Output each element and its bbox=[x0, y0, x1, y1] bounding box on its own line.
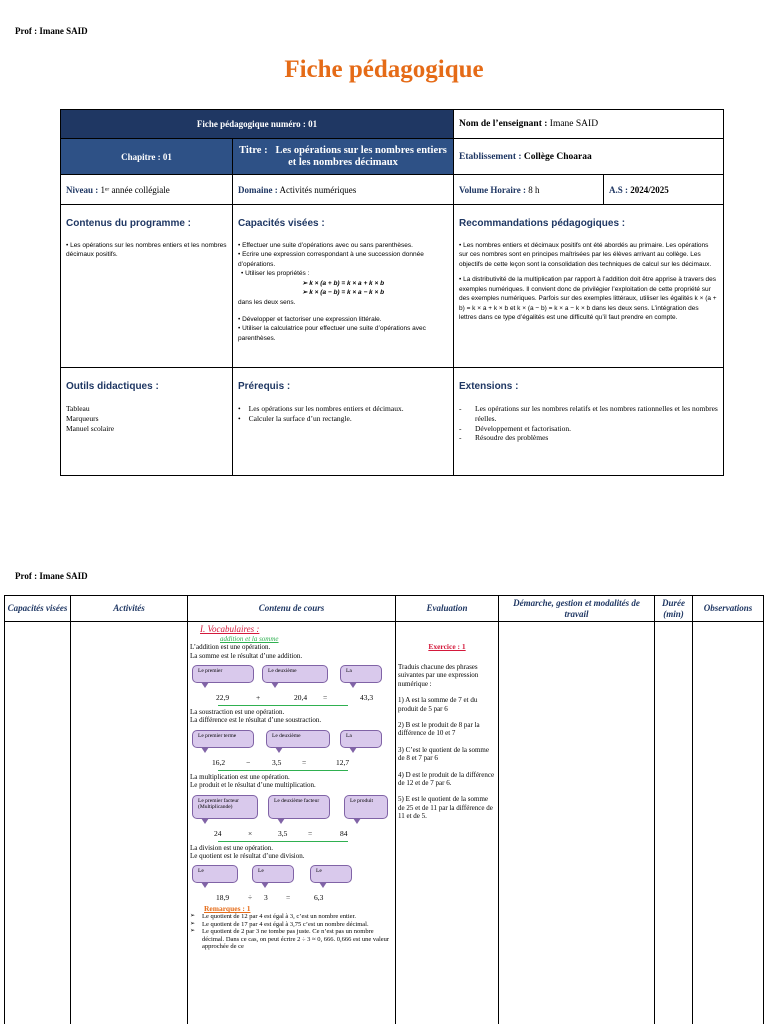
extension-item: - Les opérations sur les nombres relatifs et les nombres rationnelles et les nombres réelles. bbox=[459, 404, 718, 424]
volume-cell bbox=[454, 175, 604, 205]
equals: = bbox=[308, 828, 313, 838]
outil-item: Manuel scolaire bbox=[66, 423, 115, 433]
as-value: 2024/2025 bbox=[630, 184, 669, 195]
remarques-list bbox=[190, 913, 393, 950]
capacite-formula: ➢ k × (a + b) = k × a + k × b bbox=[302, 279, 385, 287]
callout-bubble: La bbox=[340, 730, 382, 748]
cell-activites bbox=[71, 622, 188, 1024]
capacite-line: • Utiliser les propriétés : bbox=[241, 270, 310, 278]
callout-bubble: Le bbox=[192, 865, 238, 883]
outils-cell bbox=[61, 368, 233, 476]
divider-line bbox=[218, 705, 348, 706]
addition-callouts bbox=[190, 663, 393, 693]
exercice-intro: Traduis chacune des phrases suivantes par une expression numérique : bbox=[398, 663, 479, 688]
niveau-cell bbox=[61, 175, 233, 205]
niveau-value: 1ᵉʳ année collégiale bbox=[100, 184, 170, 195]
operand: 18,9 bbox=[216, 893, 230, 903]
result: 43,3 bbox=[360, 692, 374, 702]
capacites-title: Capacités visées : bbox=[238, 218, 325, 229]
outils-title: Outils didactiques : bbox=[66, 381, 159, 392]
prerequis-cell bbox=[233, 368, 454, 476]
prerequis-list bbox=[238, 404, 448, 424]
capacites-cell bbox=[233, 205, 454, 368]
etablissement-cell bbox=[454, 139, 724, 175]
exercice-item: 3) C’est le quotient de la somme de 8 et 7 par 6 bbox=[398, 745, 489, 763]
contenus-title: Contenus du programme : bbox=[66, 218, 192, 229]
recommandations-text bbox=[459, 241, 718, 322]
callout-bubble: La bbox=[340, 665, 382, 683]
enseignant-label: Nom de l’enseignant : bbox=[459, 119, 548, 129]
teacher-name-second: Prof : Imane SAID bbox=[15, 571, 88, 581]
header-evaluation: Evaluation bbox=[396, 596, 499, 622]
titre-cell bbox=[233, 139, 454, 175]
domaine-label: Domaine : bbox=[238, 184, 278, 195]
prerequis-item: • Calculer la surface d’un rectangle. bbox=[238, 414, 448, 424]
callout-bubble: Le produit bbox=[344, 795, 388, 819]
equals: = bbox=[323, 692, 328, 702]
produit-def: Le produit et le résultat d’une multiplication. bbox=[190, 781, 316, 790]
etablissement-value: Collège Choaraa bbox=[523, 151, 592, 162]
volume-label: Volume Horaire : bbox=[459, 184, 526, 195]
multiplication-def: La multiplication est une opération. bbox=[190, 772, 290, 781]
callout-bubble: Le premier facteur (Multiplicande) bbox=[192, 795, 258, 819]
capacite-line: • Effectuer une suite d’opérations avec ou sans parenthèses. bbox=[238, 242, 413, 249]
remarque-item: ➢ Le quotient de 17 par 4 est égal à 3,75 c’est un nombre décimal. bbox=[190, 921, 393, 928]
page-title: Fiche pédagogique bbox=[284, 56, 484, 83]
titre-value: Les opérations sur les nombres entiers et les nombres décimaux bbox=[275, 144, 447, 168]
outils-list bbox=[66, 404, 227, 433]
header-capacites: Capacités visées bbox=[5, 596, 71, 622]
etablissement-label: Etablissement : bbox=[459, 151, 522, 162]
callout-bubble: Le deuxième bbox=[262, 665, 328, 683]
extensions-cell bbox=[454, 368, 724, 476]
quotient-def: Le quotient est le résultat d’une division. bbox=[190, 851, 305, 860]
operator: + bbox=[256, 692, 261, 702]
cell-duree bbox=[655, 622, 693, 1024]
capacites-list bbox=[238, 241, 448, 343]
multiplication-example bbox=[190, 829, 393, 840]
volume-value: 8 h bbox=[528, 184, 540, 195]
capacite-line: • Utiliser la calculatrice pour effectuer une suite d’opérations avec parenthèses. bbox=[238, 325, 426, 342]
outil-item: Tableau bbox=[66, 404, 90, 413]
operand: 3,5 bbox=[278, 828, 288, 838]
divider-line bbox=[218, 770, 348, 771]
enseignant-cell bbox=[454, 110, 724, 139]
division-def: La division est une opération. bbox=[190, 843, 274, 852]
extension-item: - Développement et factorisation. bbox=[459, 424, 718, 434]
remarque-item: ➢ Le quotient de 2 par 3 ne tombe pas juste. Ce n’est pas un nombre décimal. Dans ce cas, on peut écrire 2 ÷ 3 ≈ 0, 666. 0,666 est une valeur approchée de ce bbox=[190, 928, 393, 950]
multiplication-callouts bbox=[190, 793, 393, 829]
callout-bubble: Le premier bbox=[192, 665, 254, 683]
cell-capacites bbox=[5, 622, 71, 1024]
recommandations-cell bbox=[454, 205, 724, 368]
capacite-line: dans les deux sens. bbox=[238, 298, 296, 306]
operand: 3 bbox=[264, 893, 268, 903]
recommandations-title: Recommandations pédagogiques : bbox=[459, 218, 626, 229]
capacite-formula: ➢ k × (a − b) = k × a − k × b bbox=[302, 289, 385, 297]
header-activites: Activités bbox=[71, 596, 188, 622]
operator: ÷ bbox=[248, 893, 253, 903]
operand: 3,5 bbox=[272, 757, 282, 767]
operand: 16,2 bbox=[212, 757, 226, 767]
soustraction-example bbox=[190, 758, 393, 769]
callout-bubble: Le bbox=[310, 865, 352, 883]
niveau-label: Niveau : bbox=[66, 184, 99, 195]
contenus-cell bbox=[61, 205, 233, 368]
remarques-title: Remarques : 1 bbox=[204, 904, 251, 914]
recommandation-paragraph: • Les nombres entiers et décimaux positifs ont été abordés au primaire. Les opérations sur ces nombres sont en principes maîtrisées par les élèves arrivant au collège. Les objectifs de cette leçon sont la consolidation des techniques de calcul sur les décimaux. bbox=[459, 242, 712, 268]
extensions-list bbox=[459, 404, 718, 443]
remarque-item: ➢ Le quotient de 12 par 4 est égal à 3, c’est un nombre entier. bbox=[190, 913, 393, 920]
header-duree: Durée (min) bbox=[655, 596, 693, 622]
vocab-title: I. Vocabulaires : bbox=[200, 624, 260, 634]
capacite-line: • Ecrire une expression correspondant à une succession donnée d’opérations. bbox=[238, 251, 424, 268]
header-contenu: Contenu de cours bbox=[188, 596, 396, 622]
exercice-title: Exercice : 1 bbox=[428, 642, 466, 651]
prerequis-title: Prérequis : bbox=[238, 381, 291, 392]
capacite-line: • Développer et factoriser une expression littérale. bbox=[238, 315, 382, 323]
soustraction-callouts bbox=[190, 728, 393, 758]
prerequis-item: • Les opérations sur les nombres entiers et décimaux. bbox=[238, 404, 448, 414]
cell-demarche bbox=[499, 622, 655, 1024]
result: 6,3 bbox=[314, 893, 324, 903]
addition-subtitle: addition et la somme bbox=[220, 634, 279, 643]
cell-evaluation bbox=[396, 622, 499, 1024]
exercice-item: 5) E est le quotient de la somme de 25 et de 11 par la différence de 11 et de 5. bbox=[398, 795, 493, 821]
chapitre: Chapitre : 01 bbox=[61, 139, 233, 175]
cell-observations bbox=[693, 622, 764, 1024]
operand: 22,9 bbox=[216, 692, 230, 702]
extension-item: - Résoudre des problèmes bbox=[459, 433, 718, 443]
as-cell bbox=[604, 175, 724, 205]
result: 84 bbox=[340, 828, 348, 838]
titre-label: Titre : bbox=[239, 144, 268, 156]
callout-bubble: Le deuxième facteur bbox=[268, 795, 330, 819]
fiche-info-table bbox=[60, 109, 724, 476]
contenus-text: • Les opérations sur les nombres entiers et les nombres décimaux positifs. bbox=[66, 242, 227, 259]
operator: × bbox=[248, 828, 253, 838]
addition-def: L’addition est une opération. bbox=[190, 643, 271, 652]
division-callouts bbox=[190, 863, 393, 893]
as-label: A.S : bbox=[609, 184, 629, 195]
domaine-value: Activités numériques bbox=[279, 184, 357, 195]
operator: − bbox=[246, 757, 251, 767]
header-demarche: Démarche, gestion et modalités de travail bbox=[499, 596, 655, 622]
soustraction-def: La soustraction est une opération. bbox=[190, 707, 285, 716]
exercice-item: 1) A est la somme de 7 et du produit de 5 par 6 bbox=[398, 696, 478, 713]
recommandation-paragraph: • La distributivité de la multiplication par rapport à l’addition doit être apprise à travers des exemples numériques. Il convient donc de privilégier l’exploitation de cette propriété sur des exemples numériques. Parfois sur des exemples littéraux, utiliser les égalités k × (a + b) = k × a + k × b et k × (a − b) = k × a − k × b dans les deux sens. L’intégration des lettres dans ce type d’égalités est une difficulté qu’il faut prendre en compte. bbox=[459, 276, 717, 321]
exercice-item: 4) D est le produit de la différence de 12 et de 7 par 6. bbox=[398, 770, 495, 787]
operand: 24 bbox=[214, 828, 222, 838]
result: 12,7 bbox=[336, 757, 350, 767]
division-example bbox=[190, 893, 393, 904]
operand: 20,4 bbox=[294, 692, 308, 702]
teacher-name: Prof : Imane SAID bbox=[15, 26, 88, 36]
difference-def: La différence est le résultat d’une soustraction. bbox=[190, 716, 322, 725]
lesson-table bbox=[4, 595, 764, 1024]
callout-bubble: Le bbox=[252, 865, 294, 883]
divider-line bbox=[218, 841, 348, 842]
exercice-item: 2) B est le produit de 8 par la différence de 10 et 7 bbox=[398, 720, 480, 738]
header-observations: Observations bbox=[693, 596, 764, 622]
callout-bubble: Le deuxième bbox=[266, 730, 330, 748]
enseignant-value: Imane SAID bbox=[549, 119, 599, 129]
addition-example bbox=[190, 693, 393, 704]
fiche-numero: Fiche pédagogique numéro : 01 bbox=[61, 110, 454, 139]
somme-def: La somme est le résultat d’une addition. bbox=[190, 651, 303, 660]
callout-bubble: Le premier terme bbox=[192, 730, 254, 748]
outil-item: Marqueurs bbox=[66, 413, 99, 423]
domaine-cell bbox=[233, 175, 454, 205]
cell-contenu bbox=[188, 622, 396, 1024]
equals: = bbox=[286, 893, 291, 903]
extensions-title: Extensions : bbox=[459, 381, 519, 392]
equals: = bbox=[302, 757, 307, 767]
